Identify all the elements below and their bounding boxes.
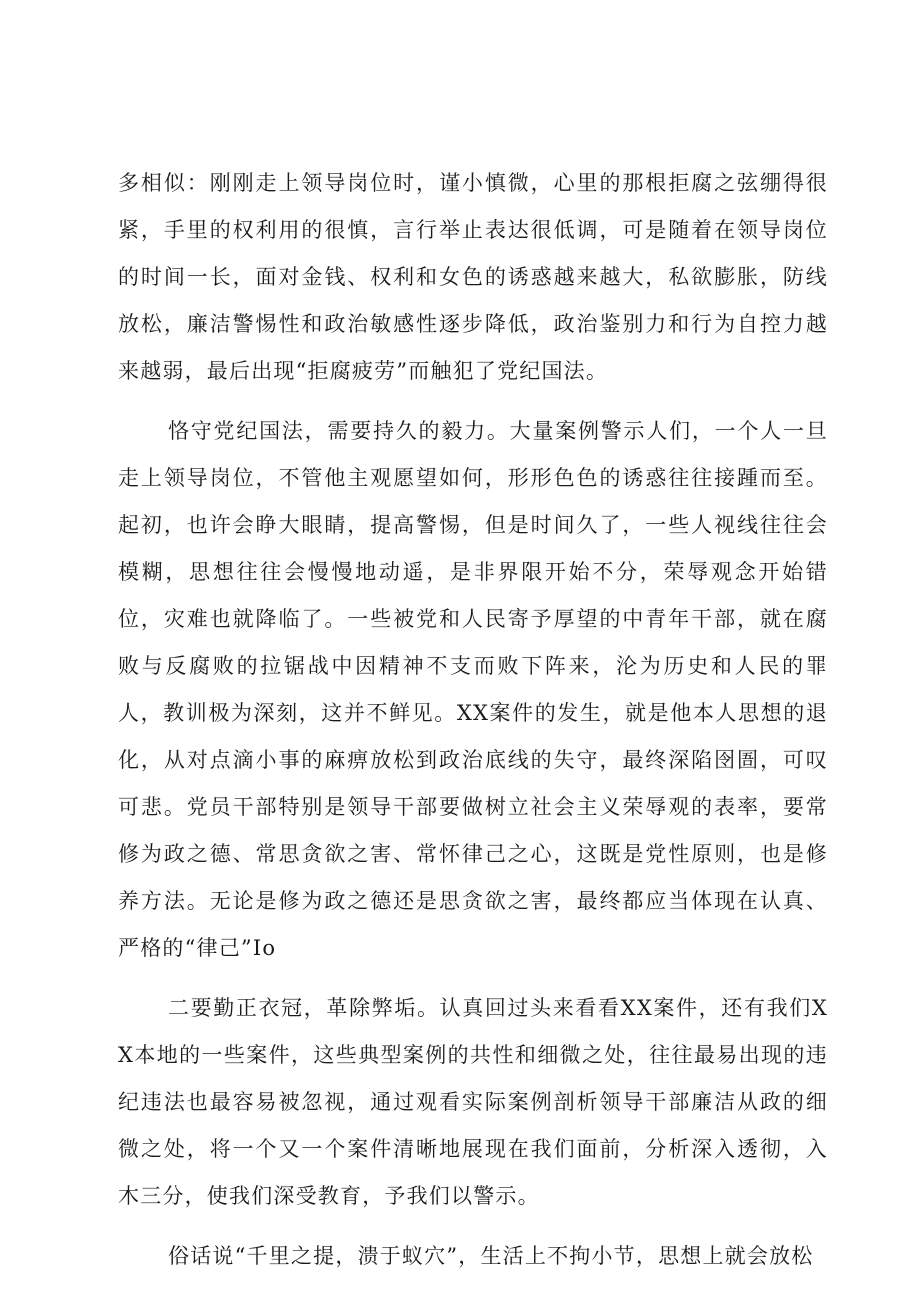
- document-body: [118, 160, 828, 1280]
- paragraph-1: 多相似：刚刚走上领导岗位时，谨小慎微，心里的那根拒腐之弦绷得很紧，手里的权利用的很慎，言行举止表达很低调，可是随着在领导岗位的时间一长，面对金钱、权利和女色的诱惑越来越大，私欲膨胀，防线放松，廉洁警惕性和政治敏感性逐步降低，政治鉴别力和行为自控力越来越弱，最后出现“拒腐疲劳”而触犯了党纪国法。: [118, 171, 828, 383]
- paragraph-4: 俗话说“千里之提，溃于蚁穴”，生活上不拘小节，思想上就会放松: [168, 1244, 814, 1268]
- paragraph-3: 二要勤正衣冠，革除弊垢。认真回过头来看看XX案件，还有我们XX本地的一些案件，这些典型案例的共性和细微之处，往往最易出现的违纪违法也最容易被忽视，通过观看实际案例剖析领导干部廉洁从政的细微之处，将一个又一个案件清晰地展现在我们面前，分析深入透彻，入木三分，使我们深受教育，予我们以警示。: [118, 996, 828, 1208]
- paragraph-2: 恪守党纪国法，需要持久的毅力。大量案例警示人们，一个人一旦走上领导岗位，不管他主观愿望如何，形形色色的诱惑往往接踵而至。起初，也许会睁大眼睛，提高警惕，但是时间久了，一些人视线往往会模糊，思想往往会慢慢地动遥，是非界限开始不分，荣辱观念开始错位，灾难也就降临了。一些被党和人民寄予厚望的中青年干部，就在腐败与反腐败的拉锯战中因精神不支而败下阵来，沦为历史和人民的罪人，教训极为深刻，这并不鲜见。XX案件的发生，就是他本人思想的退化，从对点滴小事的麻痹放松到政治底线的失守，最终深陷囹圄，可叹可悲。党员干部特别是领导干部要做树立社会主义荣辱观的表率，要常修为政之德、常思贪欲之害、常怀律己之心，这既是党性原则，也是修养方法。无论是修为政之德还是思贪欲之害，最终都应当体现在认真、严格的“律己”Io: [118, 419, 828, 960]
